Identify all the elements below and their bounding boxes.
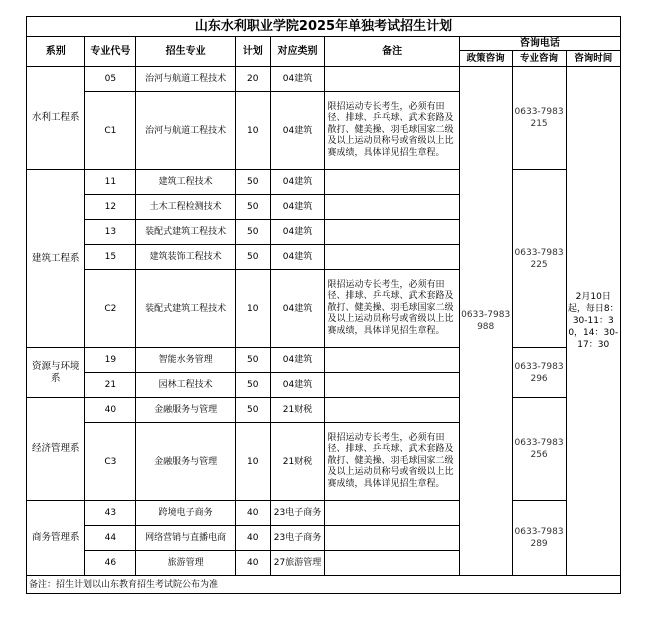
major-name: 金融服务与管理 [136, 423, 236, 501]
major-code: 43 [85, 501, 136, 526]
remark-note: 限招运动专长考生，必须有田径、排球、乒乓球、武术套路及散打、健美操、羽毛球国家二级及以上运动员称号或省级以上比赛成绩，具体详见招生章程。 [325, 270, 459, 348]
exam-category: 27旅游管理 [270, 551, 325, 576]
remark-empty [325, 373, 459, 398]
remark-empty [325, 501, 459, 526]
header-code: 专业代号 [85, 37, 136, 67]
exam-category: 04建筑 [270, 92, 325, 170]
remark-empty [325, 220, 459, 245]
major-code: 11 [85, 170, 136, 195]
consult-time: 2月10日起，每日8：30-11：30，14：30-17：30 [566, 67, 620, 576]
major-code: 44 [85, 526, 136, 551]
exam-category: 04建筑 [270, 67, 325, 92]
remark-empty [325, 245, 459, 270]
major-phone: 0633-7983289 [512, 501, 566, 576]
header-time: 咨询时间 [566, 51, 620, 67]
header-dept: 系别 [27, 37, 85, 67]
plan-count: 10 [235, 270, 270, 348]
exam-category: 04建筑 [270, 245, 325, 270]
plan-count: 40 [235, 501, 270, 526]
major-name: 土木工程检测技术 [136, 195, 236, 220]
header-category: 对应类别 [270, 37, 325, 67]
exam-category: 04建筑 [270, 270, 325, 348]
plan-count: 50 [235, 195, 270, 220]
major-name: 建筑装饰工程技术 [136, 245, 236, 270]
major-name: 网络营销与直播电商 [136, 526, 236, 551]
exam-category: 04建筑 [270, 170, 325, 195]
table-row [27, 67, 620, 92]
header-major: 招生专业 [136, 37, 236, 67]
header-plan: 计划 [235, 37, 270, 67]
remark-note: 限招运动专长考生，必须有田径、排球、乒乓球、武术套路及散打、健美操、羽毛球国家二级及以上运动员称号或省级以上比赛成绩，具体详见招生章程。 [325, 423, 459, 501]
page-title: 山东水利职业学院2025年单独考试招生计划 [27, 17, 620, 37]
plan-count: 40 [235, 551, 270, 576]
remark-empty [325, 67, 459, 92]
major-code: 46 [85, 551, 136, 576]
plan-count: 10 [235, 92, 270, 170]
major-phone: 0633-7983256 [512, 398, 566, 501]
major-name: 园林工程技术 [136, 373, 236, 398]
enrollment-plan-table [27, 17, 620, 593]
remark-note: 限招运动专长考生，必须有田径、排球、乒乓球、武术套路及散打、健美操、羽毛球国家二级及以上运动员称号或省级以上比赛成绩，具体详见招生章程。 [325, 92, 459, 170]
footer-row [27, 576, 620, 594]
remark-empty [325, 348, 459, 373]
major-code: C3 [85, 423, 136, 501]
exam-category: 23电子商务 [270, 526, 325, 551]
plan-count: 50 [235, 398, 270, 423]
major-phone: 0633-7983225 [512, 170, 566, 348]
remark-empty [325, 526, 459, 551]
header-consult: 咨询电话 [459, 37, 620, 51]
exam-category: 04建筑 [270, 373, 325, 398]
major-name: 装配式建筑工程技术 [136, 270, 236, 348]
exam-category: 04建筑 [270, 220, 325, 245]
major-name: 建筑工程技术 [136, 170, 236, 195]
header-major-consult: 专业咨询 [512, 51, 566, 67]
major-name: 治河与航道工程技术 [136, 92, 236, 170]
plan-count: 50 [235, 373, 270, 398]
plan-count: 10 [235, 423, 270, 501]
enrollment-plan-sheet [26, 16, 621, 594]
plan-count: 50 [235, 220, 270, 245]
major-code: 21 [85, 373, 136, 398]
remark-empty [325, 170, 459, 195]
table-row [27, 398, 620, 423]
exam-category: 23电子商务 [270, 501, 325, 526]
table-row [27, 348, 620, 373]
footer-note: 备注：招生计划以山东教育招生考试院公布为准 [27, 576, 620, 594]
policy-phone: 0633-7983988 [459, 67, 512, 576]
remark-empty [325, 551, 459, 576]
header-policy: 政策咨询 [459, 51, 512, 67]
major-code: C1 [85, 92, 136, 170]
header-remark: 备注 [325, 37, 459, 67]
exam-category: 04建筑 [270, 195, 325, 220]
exam-category: 21财税 [270, 398, 325, 423]
plan-count: 50 [235, 170, 270, 195]
major-name: 治河与航道工程技术 [136, 67, 236, 92]
major-code: 40 [85, 398, 136, 423]
major-code: 12 [85, 195, 136, 220]
remark-empty [325, 398, 459, 423]
major-name: 旅游管理 [136, 551, 236, 576]
dept-name: 资源与环境系 [27, 348, 85, 398]
table-row [27, 170, 620, 195]
major-name: 装配式建筑工程技术 [136, 220, 236, 245]
major-name: 金融服务与管理 [136, 398, 236, 423]
major-code: 13 [85, 220, 136, 245]
major-phone: 0633-7983296 [512, 348, 566, 398]
dept-name: 经济管理系 [27, 398, 85, 501]
table-row [27, 501, 620, 526]
plan-count: 20 [235, 67, 270, 92]
dept-name: 商务管理系 [27, 501, 85, 576]
plan-count: 50 [235, 245, 270, 270]
exam-category: 21财税 [270, 423, 325, 501]
plan-count: 50 [235, 348, 270, 373]
major-name: 跨境电子商务 [136, 501, 236, 526]
remark-empty [325, 195, 459, 220]
major-code: 05 [85, 67, 136, 92]
major-code: 15 [85, 245, 136, 270]
dept-name: 建筑工程系 [27, 170, 85, 348]
major-code: C2 [85, 270, 136, 348]
major-phone: 0633-7983215 [512, 67, 566, 170]
plan-count: 40 [235, 526, 270, 551]
major-name: 智能水务管理 [136, 348, 236, 373]
dept-name: 水利工程系 [27, 67, 85, 170]
major-code: 19 [85, 348, 136, 373]
exam-category: 04建筑 [270, 348, 325, 373]
